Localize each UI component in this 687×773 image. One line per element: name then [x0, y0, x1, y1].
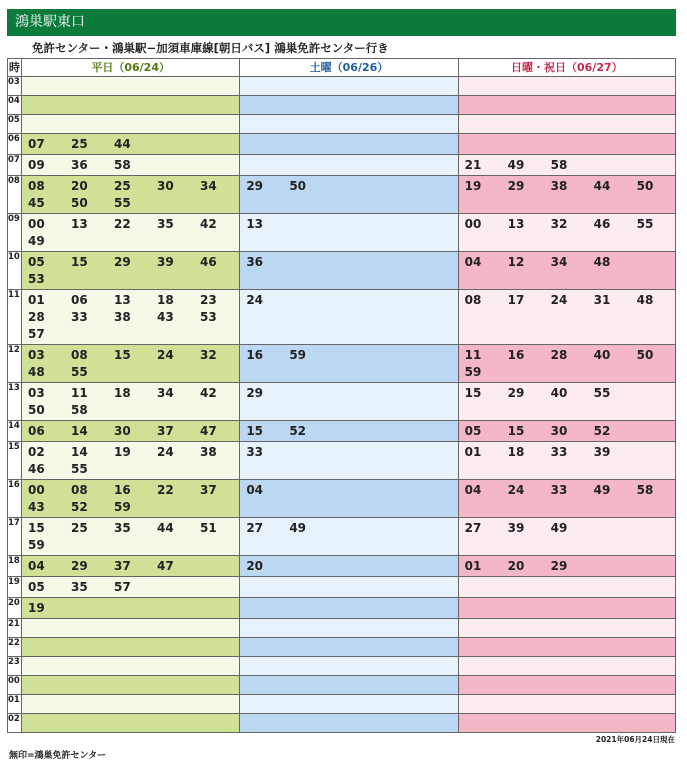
departure-minute: 59 [114, 500, 131, 514]
departure-minute: 00 [28, 483, 45, 497]
timetable-row [8, 383, 676, 421]
departure-minute: 20 [71, 179, 88, 193]
departure-minute: 13 [114, 293, 131, 307]
departure-minute: 15 [28, 521, 45, 535]
departure-minute: 35 [71, 580, 88, 594]
departure-minute: 27 [246, 521, 264, 535]
departure-minute: 03 [28, 348, 45, 362]
departure-minute: 29 [114, 255, 131, 269]
weekday-minutes-cell [22, 115, 240, 134]
sunday-minutes-cell [458, 676, 675, 695]
weekday-minutes-cell [22, 96, 240, 115]
departure-minute: 46 [28, 462, 45, 476]
departure-minute: 11 [464, 348, 482, 362]
weekday-minutes-cell [22, 695, 240, 714]
departure-minute: 21 [464, 158, 482, 172]
hour-cell: 00 [8, 676, 22, 695]
departure-minute: 04 [464, 255, 482, 269]
timetable-row [8, 176, 676, 214]
departure-minute: 00 [464, 217, 482, 231]
departure-minute: 47 [157, 559, 174, 573]
sunday-minutes-cell [458, 77, 675, 96]
weekday-minutes-cell [22, 577, 240, 598]
departure-minute: 57 [28, 327, 45, 341]
weekday-minutes-cell [22, 421, 240, 442]
saturday-minutes-cell [240, 638, 458, 657]
weekday-minutes-cell [22, 518, 240, 556]
departure-minute: 30 [114, 424, 131, 438]
sunday-minutes-cell [458, 252, 675, 290]
weekday-minutes-cell [22, 383, 240, 421]
sunday-minutes-cell [458, 518, 675, 556]
station-title-bar [7, 9, 676, 36]
weekday-minutes-cell [22, 480, 240, 518]
departure-minute: 04 [464, 483, 482, 497]
departure-minute: 48 [636, 293, 654, 307]
timetable-row [8, 657, 676, 676]
timetable-row [8, 155, 676, 176]
departure-minute: 29 [246, 386, 264, 400]
departure-minute: 05 [464, 424, 482, 438]
sunday-minutes-cell [458, 290, 675, 345]
timetable-row [8, 480, 676, 518]
departure-minute: 24 [157, 348, 174, 362]
timetable-row [8, 556, 676, 577]
departure-minute: 02 [28, 445, 45, 459]
departure-minute: 49 [550, 521, 568, 535]
departure-minute: 59 [464, 365, 482, 379]
saturday-minutes-cell [240, 77, 458, 96]
departure-minute: 29 [507, 386, 525, 400]
departure-minute: 25 [71, 521, 88, 535]
departure-minute: 08 [71, 348, 88, 362]
departure-minute: 49 [289, 521, 307, 535]
departure-minute: 29 [71, 559, 88, 573]
departure-minute: 11 [71, 386, 88, 400]
departure-minute: 07 [28, 137, 45, 151]
saturday-minutes-cell [240, 96, 458, 115]
hour-cell: 16 [8, 480, 22, 518]
saturday-minutes-cell [240, 134, 458, 155]
route-title: 免許センター・鴻巣駅−加須車庫線[朝日バス] 鴻巣免許センター行き [32, 41, 389, 55]
hour-cell: 12 [8, 345, 22, 383]
departure-minute: 13 [71, 217, 88, 231]
sunday-minutes-cell [458, 577, 675, 598]
departure-minute: 38 [200, 445, 217, 459]
departure-minute: 44 [157, 521, 174, 535]
hour-cell: 07 [8, 155, 22, 176]
departure-minute: 29 [550, 559, 568, 573]
timetable [7, 58, 676, 733]
departure-minute: 00 [28, 217, 45, 231]
departure-minute: 34 [157, 386, 174, 400]
departure-minute: 13 [246, 217, 264, 231]
saturday-minutes-cell [240, 383, 458, 421]
sunday-minutes-cell [458, 214, 675, 252]
saturday-minutes-cell [240, 657, 458, 676]
departure-minute: 50 [636, 179, 654, 193]
departure-minute: 50 [71, 196, 88, 210]
departure-minute: 03 [28, 386, 45, 400]
departure-minute: 09 [28, 158, 45, 172]
departure-minute: 06 [71, 293, 88, 307]
sunday-minutes-cell [458, 695, 675, 714]
hour-cell: 18 [8, 556, 22, 577]
hour-cell: 02 [8, 714, 22, 733]
departure-minute: 36 [246, 255, 264, 269]
hour-cell: 23 [8, 657, 22, 676]
hour-cell: 11 [8, 290, 22, 345]
departure-minute: 17 [507, 293, 525, 307]
departure-minute: 37 [157, 424, 174, 438]
departure-minute: 20 [507, 559, 525, 573]
departure-minute: 18 [157, 293, 174, 307]
weekday-minutes-cell [22, 676, 240, 695]
departure-minute: 30 [550, 424, 568, 438]
departure-minute: 46 [200, 255, 217, 269]
departure-minute: 47 [200, 424, 217, 438]
weekday-minutes-cell [22, 134, 240, 155]
departure-minute: 49 [593, 483, 611, 497]
departure-minute: 48 [28, 365, 45, 379]
station-title: 鴻巣駅東口 [15, 14, 85, 30]
sunday-minutes-cell [458, 421, 675, 442]
saturday-minutes-cell [240, 714, 458, 733]
departure-minute: 16 [114, 483, 131, 497]
departure-minute: 33 [246, 445, 264, 459]
departure-minute: 58 [114, 158, 131, 172]
departure-minute: 40 [593, 348, 611, 362]
departure-minute: 33 [71, 310, 88, 324]
weekday-minutes-cell [22, 290, 240, 345]
departure-minute: 14 [71, 445, 88, 459]
departure-minute: 18 [114, 386, 131, 400]
hour-cell: 22 [8, 638, 22, 657]
hour-cell: 21 [8, 619, 22, 638]
sunday-minutes-cell [458, 480, 675, 518]
saturday-minutes-cell [240, 695, 458, 714]
hour-cell: 10 [8, 252, 22, 290]
departure-minute: 50 [28, 403, 45, 417]
saturday-minutes-cell [240, 518, 458, 556]
departure-minute: 15 [507, 424, 525, 438]
departure-minute: 39 [593, 445, 611, 459]
departure-minute: 33 [550, 445, 568, 459]
sunday-minutes-cell [458, 442, 675, 480]
saturday-minutes-cell [240, 480, 458, 518]
timetable-row [8, 96, 676, 115]
saturday-minutes-cell [240, 421, 458, 442]
weekday-minutes-cell [22, 155, 240, 176]
departure-minute: 36 [71, 158, 88, 172]
weekday-minutes-cell [22, 619, 240, 638]
departure-minute: 25 [71, 137, 88, 151]
weekday-minutes-cell [22, 345, 240, 383]
saturday-minutes-cell [240, 252, 458, 290]
departure-minute: 04 [246, 483, 264, 497]
sunday-column-header: 日曜・祝日（06/27） [458, 59, 675, 77]
weekday-minutes-cell [22, 598, 240, 619]
departure-minute: 57 [114, 580, 131, 594]
sunday-minutes-cell [458, 155, 675, 176]
departure-minute: 48 [593, 255, 611, 269]
departure-minute: 34 [550, 255, 568, 269]
saturday-minutes-cell [240, 345, 458, 383]
saturday-minutes-cell [240, 556, 458, 577]
saturday-minutes-cell [240, 290, 458, 345]
timetable-row [8, 695, 676, 714]
departure-minute: 37 [200, 483, 217, 497]
weekday-minutes-cell [22, 638, 240, 657]
departure-minute: 27 [464, 521, 482, 535]
departure-minute: 39 [157, 255, 174, 269]
sunday-minutes-cell [458, 638, 675, 657]
departure-minute: 15 [71, 255, 88, 269]
sunday-minutes-cell [458, 556, 675, 577]
timetable-row [8, 619, 676, 638]
timetable-row [8, 638, 676, 657]
hour-cell: 03 [8, 77, 22, 96]
sunday-minutes-cell [458, 176, 675, 214]
departure-minute: 15 [464, 386, 482, 400]
hour-column-header: 時 [8, 59, 22, 77]
departure-minute: 55 [114, 196, 131, 210]
departure-minute: 16 [246, 348, 264, 362]
saturday-minutes-cell [240, 176, 458, 214]
departure-minute: 49 [28, 234, 45, 248]
weekday-minutes-cell [22, 176, 240, 214]
departure-minute: 50 [289, 179, 307, 193]
departure-minute: 45 [28, 196, 45, 210]
timetable-row [8, 442, 676, 480]
departure-minute: 35 [157, 217, 174, 231]
departure-minute: 44 [593, 179, 611, 193]
departure-minute: 50 [636, 348, 654, 362]
departure-minute: 12 [507, 255, 525, 269]
departure-minute: 08 [28, 179, 45, 193]
departure-minute: 38 [550, 179, 568, 193]
weekday-minutes-cell [22, 214, 240, 252]
weekday-minutes-cell [22, 77, 240, 96]
saturday-minutes-cell [240, 619, 458, 638]
hour-cell: 08 [8, 176, 22, 214]
departure-minute: 22 [157, 483, 174, 497]
departure-minute: 55 [71, 365, 88, 379]
departure-minute: 24 [550, 293, 568, 307]
departure-minute: 52 [289, 424, 307, 438]
departure-minute: 58 [71, 403, 88, 417]
departure-minute: 59 [289, 348, 307, 362]
departure-minute: 05 [28, 255, 45, 269]
timetable-row [8, 598, 676, 619]
departure-minute: 24 [157, 445, 174, 459]
sunday-minutes-cell [458, 619, 675, 638]
departure-minute: 55 [636, 217, 654, 231]
departure-minute: 59 [28, 538, 45, 552]
departure-minute: 24 [246, 293, 264, 307]
departure-minute: 35 [114, 521, 131, 535]
saturday-minutes-cell [240, 577, 458, 598]
departure-minute: 06 [28, 424, 45, 438]
departure-minute: 19 [28, 601, 45, 615]
timetable-row [8, 77, 676, 96]
departure-minute: 52 [593, 424, 611, 438]
timetable-row [8, 714, 676, 733]
departure-minute: 18 [507, 445, 525, 459]
departure-minute: 37 [114, 559, 131, 573]
departure-minute: 39 [507, 521, 525, 535]
departure-minute: 52 [71, 500, 88, 514]
departure-minute: 31 [593, 293, 611, 307]
departure-minute: 58 [550, 158, 568, 172]
saturday-minutes-cell [240, 214, 458, 252]
timetable-row [8, 290, 676, 345]
departure-minute: 05 [28, 580, 45, 594]
sunday-minutes-cell [458, 345, 675, 383]
timetable-row [8, 214, 676, 252]
departure-minute: 19 [114, 445, 131, 459]
departure-minute: 29 [246, 179, 264, 193]
departure-minute: 58 [636, 483, 654, 497]
timetable-row [8, 134, 676, 155]
departure-minute: 32 [200, 348, 217, 362]
departure-minute: 55 [71, 462, 88, 476]
sunday-minutes-cell [458, 383, 675, 421]
departure-minute: 15 [246, 424, 264, 438]
hour-cell: 14 [8, 421, 22, 442]
departure-minute: 08 [464, 293, 482, 307]
hour-cell: 09 [8, 214, 22, 252]
sunday-minutes-cell [458, 714, 675, 733]
departure-minute: 40 [550, 386, 568, 400]
timetable-row [8, 252, 676, 290]
hour-cell: 13 [8, 383, 22, 421]
departure-minute: 01 [28, 293, 45, 307]
timetable-row [8, 518, 676, 556]
departure-minute: 04 [28, 559, 45, 573]
timetable-row [8, 577, 676, 598]
hour-cell: 19 [8, 577, 22, 598]
departure-minute: 43 [28, 500, 45, 514]
timetable-body [8, 77, 676, 733]
departure-minute: 13 [507, 217, 525, 231]
departure-minute: 16 [507, 348, 525, 362]
departure-minute: 34 [200, 179, 217, 193]
saturday-column-header: 土曜（06/26） [240, 59, 458, 77]
hour-cell: 06 [8, 134, 22, 155]
sunday-minutes-cell [458, 115, 675, 134]
saturday-minutes-cell [240, 676, 458, 695]
departure-minute: 42 [200, 217, 217, 231]
timetable-row [8, 345, 676, 383]
departure-minute: 53 [28, 272, 45, 286]
timetable-row [8, 421, 676, 442]
departure-minute: 28 [28, 310, 45, 324]
departure-minute: 08 [71, 483, 88, 497]
as-of-date: 2021年06月24日現在 [595, 735, 675, 744]
departure-minute: 53 [200, 310, 217, 324]
departure-minute: 49 [507, 158, 525, 172]
departure-minute: 38 [114, 310, 131, 324]
departure-minute: 23 [200, 293, 217, 307]
departure-minute: 25 [114, 179, 131, 193]
legend-note: 無印=鴻巣免許センター [9, 751, 107, 761]
departure-minute: 33 [550, 483, 568, 497]
departure-minute: 24 [507, 483, 525, 497]
timetable-row [8, 676, 676, 695]
departure-minute: 51 [200, 521, 217, 535]
weekday-minutes-cell [22, 714, 240, 733]
departure-minute: 28 [550, 348, 568, 362]
departure-minute: 29 [507, 179, 525, 193]
timetable-header-row [8, 59, 676, 77]
hour-cell: 20 [8, 598, 22, 619]
hour-cell: 01 [8, 695, 22, 714]
departure-minute: 30 [157, 179, 174, 193]
sunday-minutes-cell [458, 657, 675, 676]
departure-minute: 46 [593, 217, 611, 231]
saturday-minutes-cell [240, 155, 458, 176]
timetable-row [8, 115, 676, 134]
hour-cell: 15 [8, 442, 22, 480]
sunday-minutes-cell [458, 598, 675, 619]
departure-minute: 55 [593, 386, 611, 400]
weekday-minutes-cell [22, 657, 240, 676]
departure-minute: 22 [114, 217, 131, 231]
weekday-column-header: 平日（06/24） [22, 59, 240, 77]
weekday-minutes-cell [22, 442, 240, 480]
saturday-minutes-cell [240, 442, 458, 480]
departure-minute: 14 [71, 424, 88, 438]
hour-cell: 04 [8, 96, 22, 115]
saturday-minutes-cell [240, 115, 458, 134]
departure-minute: 42 [200, 386, 217, 400]
departure-minute: 20 [246, 559, 264, 573]
weekday-minutes-cell [22, 556, 240, 577]
departure-minute: 32 [550, 217, 568, 231]
weekday-minutes-cell [22, 252, 240, 290]
sunday-minutes-cell [458, 96, 675, 115]
departure-minute: 15 [114, 348, 131, 362]
hour-cell: 05 [8, 115, 22, 134]
departure-minute: 19 [464, 179, 482, 193]
departure-minute: 44 [114, 137, 131, 151]
departure-minute: 01 [464, 445, 482, 459]
sunday-minutes-cell [458, 134, 675, 155]
departure-minute: 43 [157, 310, 174, 324]
hour-cell: 17 [8, 518, 22, 556]
departure-minute: 01 [464, 559, 482, 573]
saturday-minutes-cell [240, 598, 458, 619]
